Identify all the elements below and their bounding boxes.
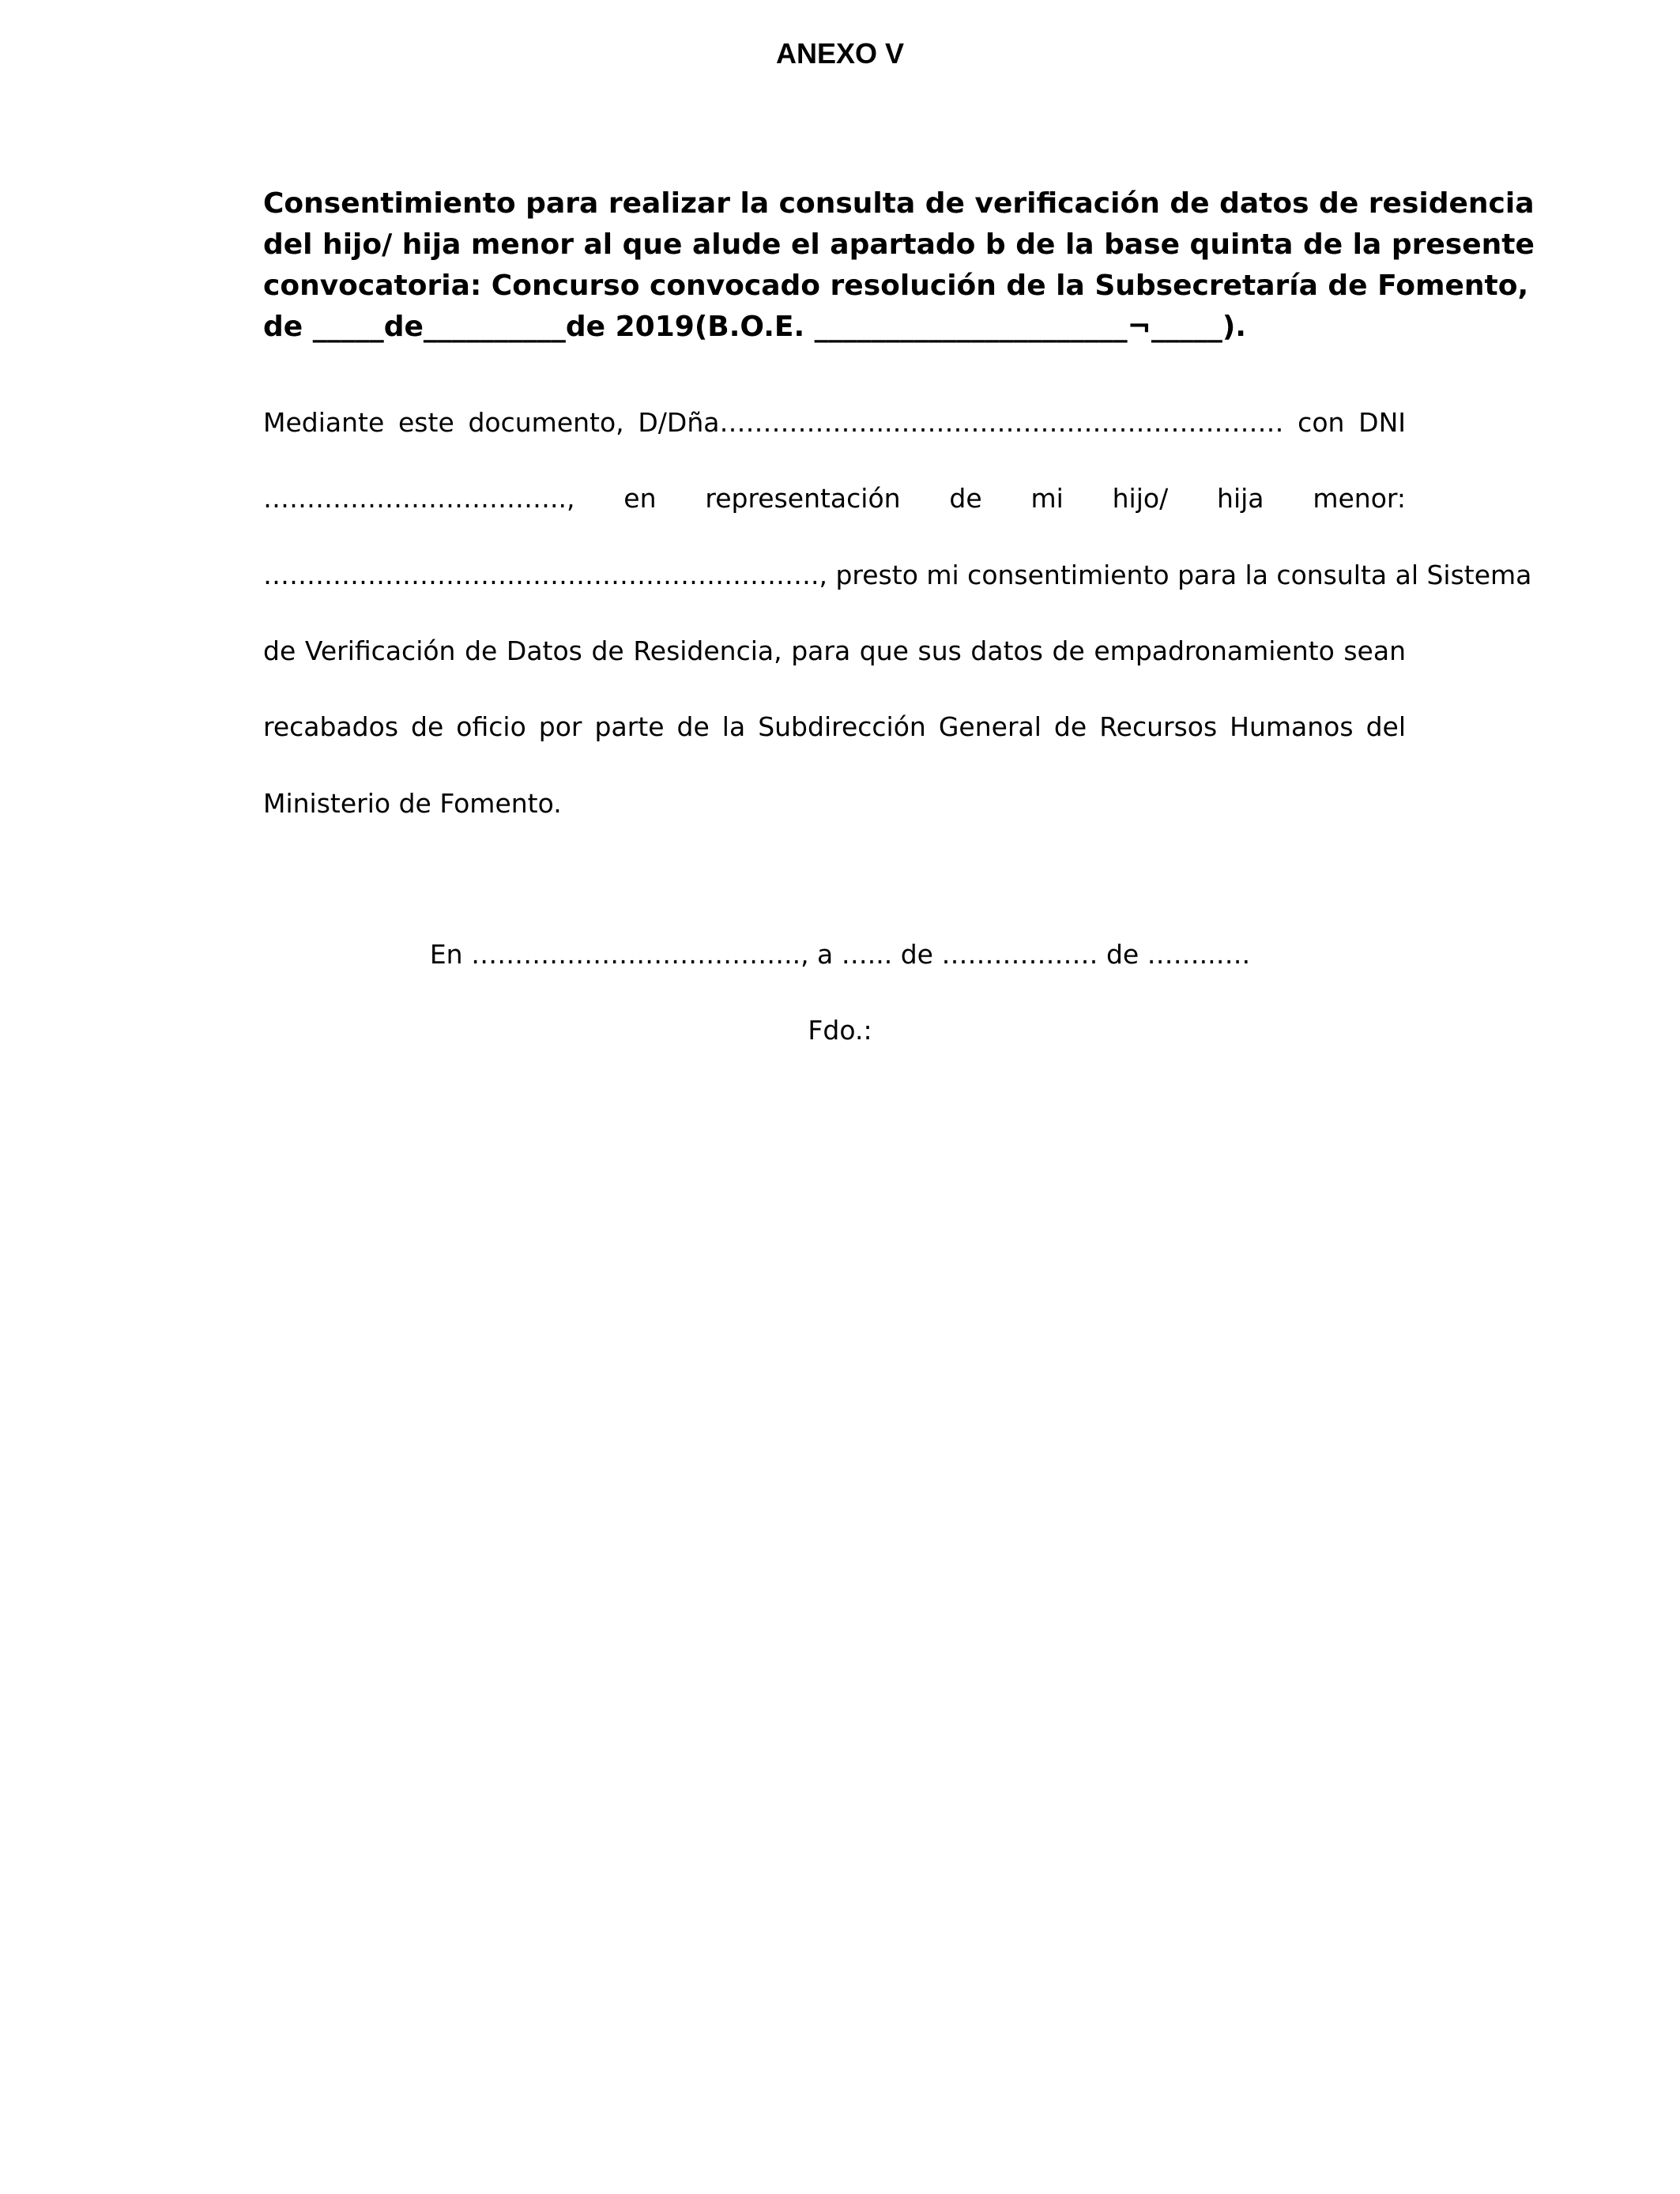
body-line-consent: ………………………………………………………., presto mi consentimiento para la consulta al Sistema [263, 560, 1532, 590]
annex-title: ANEXO V [775, 37, 905, 70]
body-line-verification: de Verificación de Datos de Residencia, para que sus datos de empadronamiento sean [263, 635, 1406, 666]
heading-line: de _____de__________de 2019(B.O.E. ______________________¬_____). [263, 311, 1246, 343]
heading-line: Consentimiento para realizar la consulta de verificación de datos de residencia [263, 187, 1535, 220]
heading-line: del hijo/ hija menor al que alude el apartado b de la base quinta de la presente [263, 228, 1535, 261]
body-line-ministry: Ministerio de Fomento. [263, 788, 562, 819]
heading-line: convocatoria: Concurso convocado resolución de la Subsecretaría de Fomento, [263, 270, 1529, 302]
consent-heading [263, 183, 1535, 348]
signature-label: Fdo.: [808, 1015, 872, 1046]
body-line-declarant: Mediante este documento, D/Dña………………..……………………………………… con DNI [263, 407, 1406, 438]
place-date-line: En ……………………………….., a …... de ……………… de ……..…. [429, 939, 1251, 970]
body-line-dni: …………………………….., en representación de mi hijo/ hija menor: [263, 483, 1406, 514]
body-line-subdirection: recabados de oficio por parte de la Subdirección General de Recursos Humanos del [263, 711, 1406, 742]
